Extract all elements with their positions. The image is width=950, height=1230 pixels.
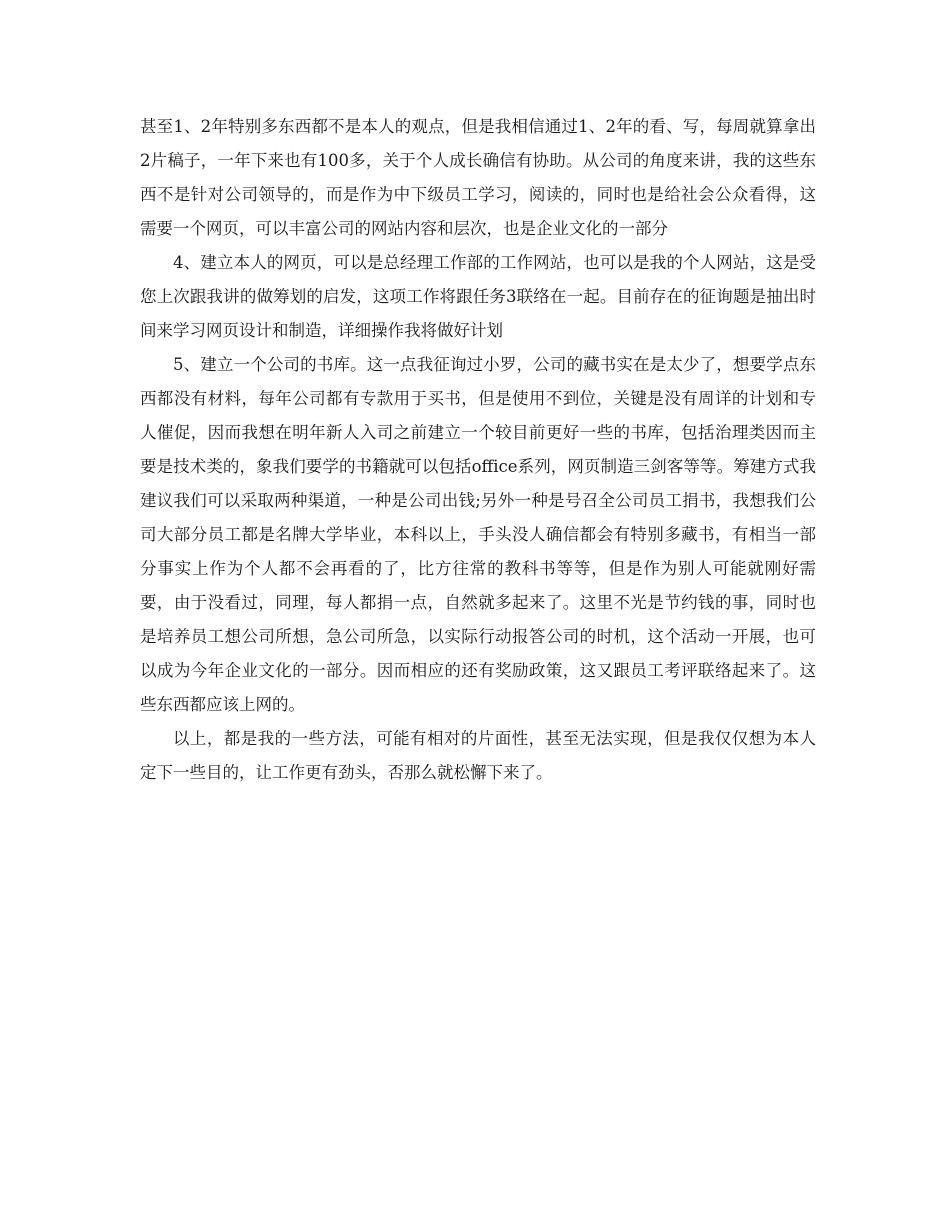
paragraph-3: 5、建立一个公司的书库。这一点我征询过小罗，公司的藏书实在是太少了，想要学点东西都没有材料，每年公司都有专款用于买书，但是使用不到位，关键是没有周详的计划和专人催促，因而我想在明年新人入司之前建立一个较目前更好一些的书库，包括治理类因而主要是技术类的，象我们要学的书籍就可以包括office系列，网页制造三剑客等等。筹建方式我建议我们可以采取两种渠道，一种是公司出钱;另外一种是号召全公司员工捐书，我想我们公司大部分员工都是名牌大学毕业，本科以上，手头没人确信都会有特别多藏书，有相当一部分事实上作为个人都不会再看的了，比方往常的教科书等等，但是作为别人可能就刚好需要，由于没看过，同理，每人都捐一点，自然就多起来了。这里不光是节约钱的事，同时也是培养员工想公司所想，急公司所急，以实际行动报答公司的时机，这个活动一开展，也可以成为今年企业文化的一部分。因而相应的还有奖励政策，这又跟员工考评联络起来了。这些东西都应该上网的。 bbox=[140, 355, 816, 714]
paragraph-2: 4、建立本人的网页，可以是总经理工作部的工作网站，也可以是我的个人网站，这是受您上次跟我讲的做筹划的启发，这项工作将跟任务3联络在一起。目前存在的征询题是抽出时间来学习网页设计和制造，详细操作我将做好计划 bbox=[140, 253, 816, 340]
paragraph-1: 甚至1、2年特别多东西都不是本人的观点，但是我相信通过1、2年的看、写，每周就算拿出2片稿子，一年下来也有100多，关于个人成长确信有协助。从公司的角度来讲，我的这些东西不是针对公司领导的，而是作为中下级员工学习，阅读的，同时也是给社会公众看得，这需要一个网页，可以丰富公司的网站内容和层次，也是企业文化的一部分 bbox=[140, 117, 816, 238]
document-body bbox=[140, 110, 816, 790]
paragraph-4: 以上，都是我的一些方法，可能有相对的片面性，甚至无法实现，但是我仅仅想为本人定下一些目的，让工作更有劲头，否那么就松懈下来了。 bbox=[140, 729, 816, 782]
